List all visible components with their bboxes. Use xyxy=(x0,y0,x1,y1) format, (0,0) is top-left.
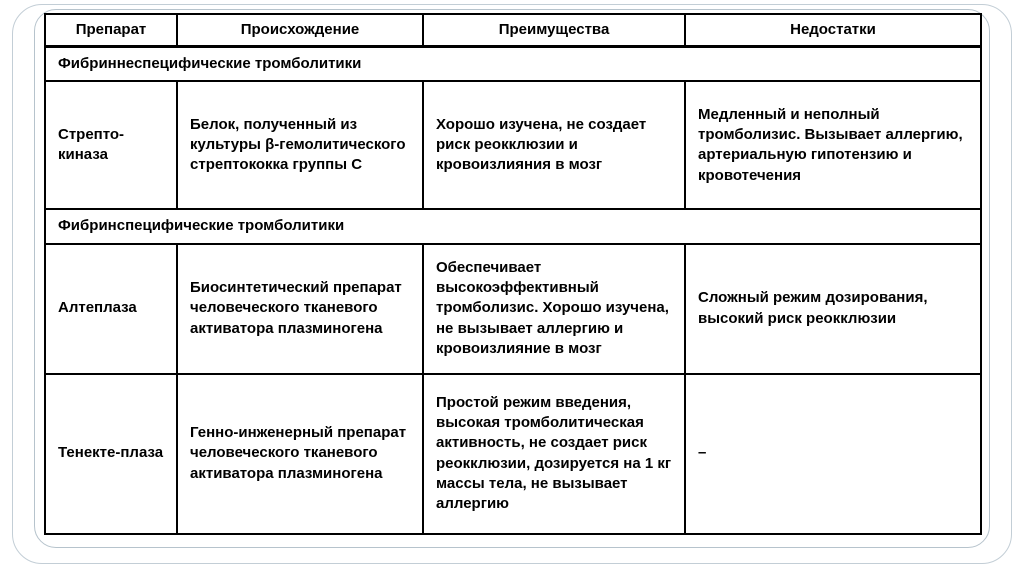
table-row-alteplase xyxy=(45,244,981,374)
disadvantages-cell: Сложный режим дозирования, высокий риск реокклюзии xyxy=(685,244,981,374)
origin-cell: Белок, полученный из культуры β-гемолитического стрептококка группы С xyxy=(177,81,423,209)
drug-name-cell: Стрепто-киназа xyxy=(45,81,177,209)
column-header-advantages: Преимущества xyxy=(423,14,685,47)
section-title-nonspecific: Фибриннеспецифические тромболитики xyxy=(45,47,981,82)
table-header-row xyxy=(45,14,981,47)
origin-cell: Биосинтетический препарат человеческого тканевого активатора плазминогена xyxy=(177,244,423,374)
column-header-disadvantages: Недостатки xyxy=(685,14,981,47)
advantages-cell: Обеспечивает высокоэффективный тромболизис. Хорошо изучена, не вызывает аллергию и кровоизлияние в мозг xyxy=(423,244,685,374)
thrombolytics-comparison-table xyxy=(44,13,982,535)
section-row-nonspecific xyxy=(45,47,981,82)
section-row-specific xyxy=(45,209,981,243)
column-header-drug: Препарат xyxy=(45,14,177,47)
advantages-cell: Простой режим введения, высокая тромболитическая активность, не создает риск реокклюзии, дозируется на 1 кг массы тела, не вызывает аллергию xyxy=(423,374,685,534)
column-header-origin: Происхождение xyxy=(177,14,423,47)
section-title-specific: Фибринспецифические тромболитики xyxy=(45,209,981,243)
disadvantages-cell: Медленный и неполный тромболизис. Вызывает аллергию, артериальную гипотензию и кровотечения xyxy=(685,81,981,209)
origin-cell: Генно-инженерный препарат человеческого тканевого активатора плазминогена xyxy=(177,374,423,534)
table-row-streptokinase xyxy=(45,81,981,209)
drug-name-cell: Алтеплаза xyxy=(45,244,177,374)
drug-name-cell: Тенекте-плаза xyxy=(45,374,177,534)
disadvantages-cell: – xyxy=(685,374,981,534)
advantages-cell: Хорошо изучена, не создает риск реокклюзии и кровоизлияния в мозг xyxy=(423,81,685,209)
table-row-tenecteplase xyxy=(45,374,981,534)
